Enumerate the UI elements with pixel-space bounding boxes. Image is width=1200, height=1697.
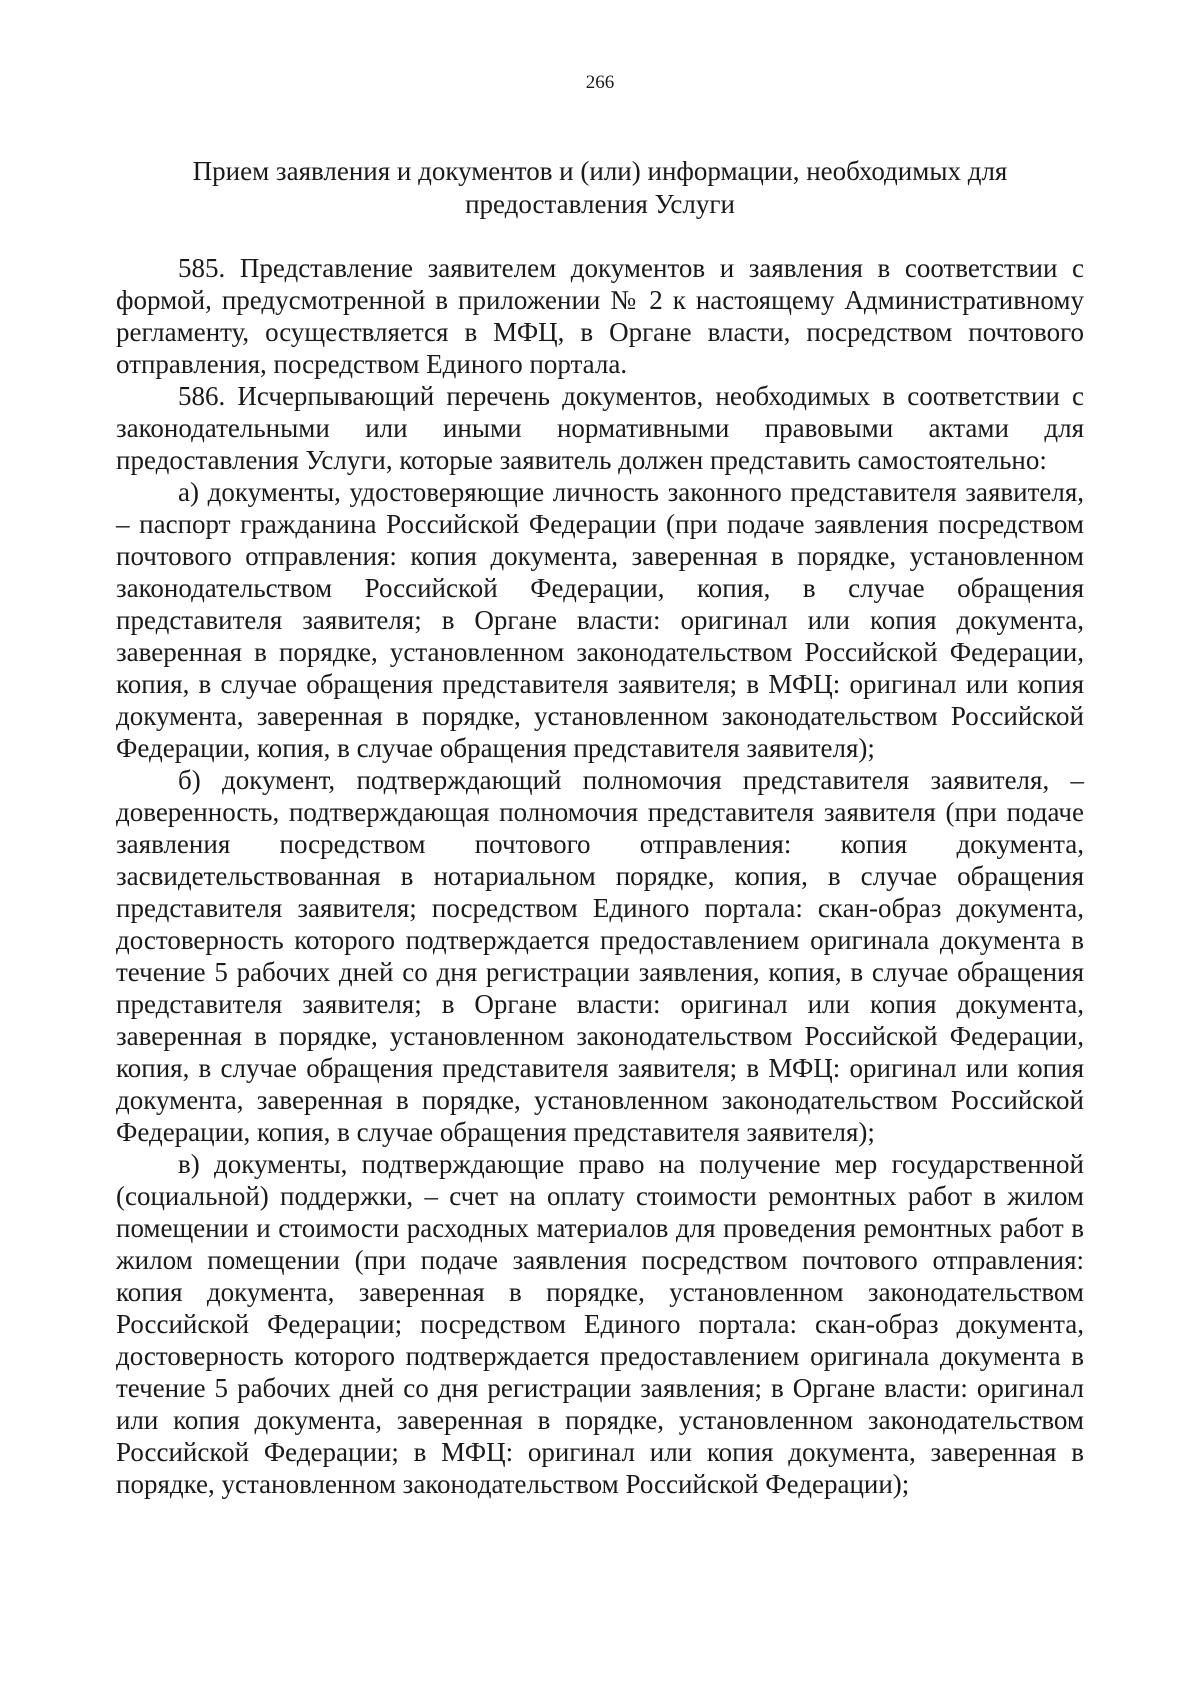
document-body xyxy=(116,252,1084,1500)
paragraph-586: 586. Исчерпывающий перечень документов, необходимых в соответствии с законодательными или иными нормативными правовыми актами для предоставления Услуги, которые заявитель должен представить самостоятельно: xyxy=(116,381,1084,475)
page-number: 266 xyxy=(585,72,615,93)
list-item-v: в) документы, подтверждающие право на получение мер государственной (социальной) поддержки, – счет на оплату стоимости ремонтных работ в жилом помещении и стоимости расходных материалов для проведения ремонтных работ в жилом помещении (при подаче заявления посредством почтового отправления: копия документа, заверенная в порядке, установленном законодательством Российской Федерации; посредством Единого портала: скан-образ документа, достоверность которого подтверждается предоставлением оригинала документа в течение 5 рабочих дней со дня регистрации заявления; в Органе власти: оригинал или копия документа, заверенная в порядке, установленном законодательством Российской Федерации; в МФЦ: оригинал или копия документа, заверенная в порядке, установленном законодательством Российской Федерации); xyxy=(116,1149,1084,1499)
list-item-a: а) документы, удостоверяющие личность законного представителя заявителя, – паспорт гражданина Российской Федерации (при подаче заявления посредством почтового отправления: копия документа, заверенная в порядке, установленном законодательством Российской Федерации, копия, в случае обращения представителя заявителя; в Органе власти: оригинал или копия документа, заверенная в порядке, установленном законодательством Российской Федерации, копия, в случае обращения представителя заявителя; в МФЦ: оригинал или копия документа, заверенная в порядке, установленном законодательством Российской Федерации, копия, в случае обращения представителя заявителя); xyxy=(116,477,1084,763)
paragraph-585: 585. Представление заявителем документов и заявления в соответствии с формой, предусмотренной в приложении № 2 к настоящему Административному регламенту, осуществляется в МФЦ, в Органе власти, посредством почтового отправления, посредством Единого портала. xyxy=(116,253,1084,379)
section-title: Прием заявления и документов и (или) информации, необходимых для предоставления Услуги xyxy=(192,156,1008,219)
list-item-b: б) документ, подтверждающий полномочия представителя заявителя, – доверенность, подтверждающая полномочия представителя заявителя (при подаче заявления посредством почтового отправления: копия документа, засвидетельствованная в нотариальном порядке, копия, в случае обращения представителя заявителя; посредством Единого портала: скан-образ документа, достоверность которого подтверждается предоставлением оригинала документа в течение 5 рабочих дней со дня регистрации заявления, копия, в случае обращения представителя заявителя; в Органе власти: оригинал или копия документа, заверенная в порядке, установленном законодательством Российской Федерации, копия, в случае обращения представителя заявителя; в МФЦ: оригинал или копия документа, заверенная в порядке, установленном законодательством Российской Федерации, копия, в случае обращения представителя заявителя); xyxy=(116,765,1084,1147)
